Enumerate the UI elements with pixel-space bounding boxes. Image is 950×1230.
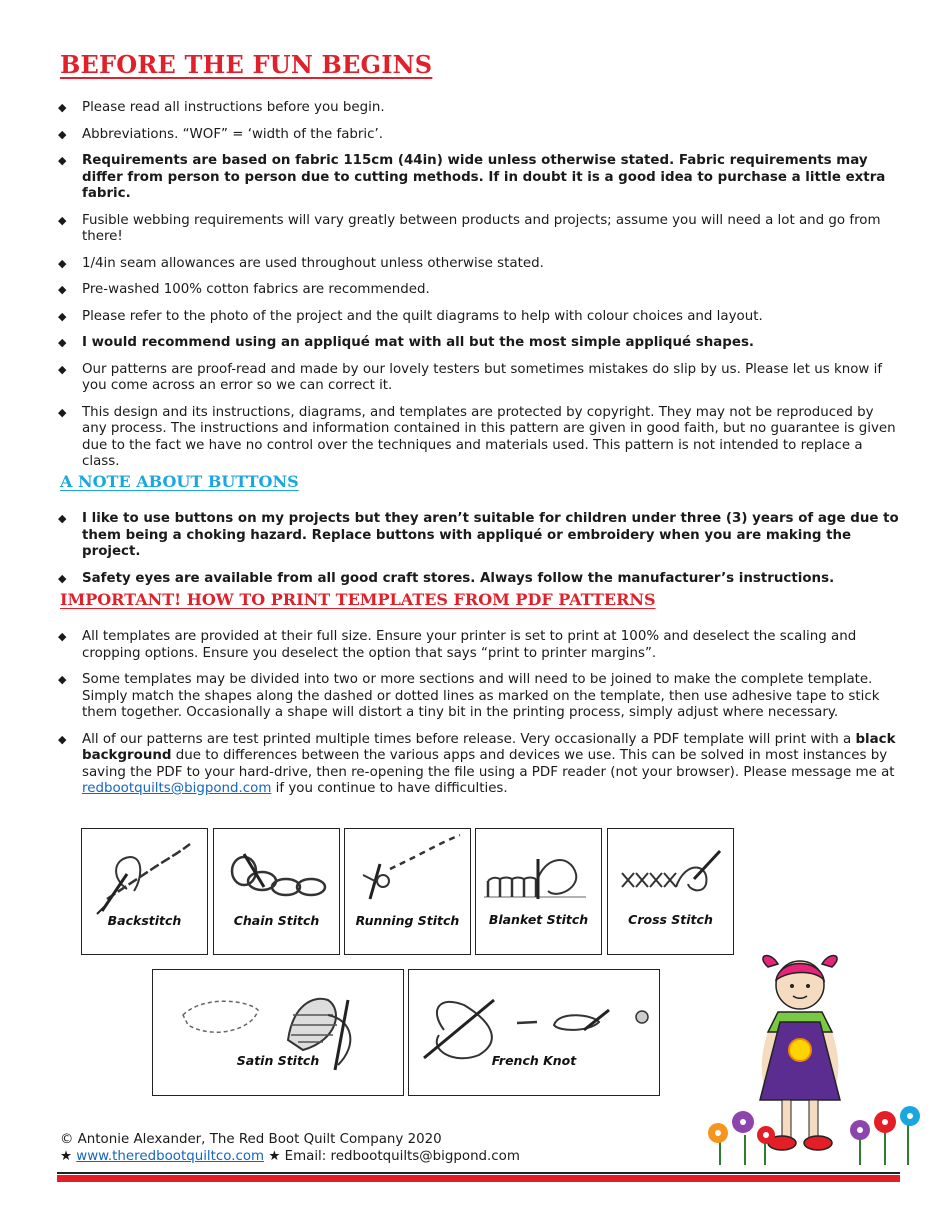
list-item: ◆ All of our patterns are test printed multiple times before release. Very occasionally a PDF template will print with a black background due to differences between the various apps and devices we use. This can be solved in most instances by saving the PDF to your hard-drive, then re-opening the file using a PDF reader (not your browser). Please message me at redbootquilts@bigpond.com if you continue to have difficulties.	[58, 731, 896, 796]
diamond-bullet-icon: ◆	[58, 309, 67, 323]
satin-stitch-diagram	[152, 969, 404, 1096]
list-item: ◆ I would recommend using an appliqué mat with all but the most simple appliqué shapes.	[58, 335, 755, 350]
list-item: ◆ Please read all instructions before you begin.	[58, 100, 385, 115]
buttons-note-heading: A NOTE ABOUT BUTTONS	[60, 472, 299, 491]
footer-divider-thin	[57, 1172, 900, 1174]
cross-stitch-diagram	[607, 828, 734, 955]
print-list	[58, 629, 900, 798]
stitch-label: Chain Stitch	[233, 913, 320, 928]
list-item: ◆ Pre-washed 100% cotton fabrics are recommended.	[58, 282, 430, 297]
email-contact: ★ Email: redbootquilts@bigpond.com	[268, 1149, 520, 1164]
cross-stitch-illustration	[608, 829, 735, 956]
list-item: ◆ Some templates may be divided into two or more sections and will need to be joined to make the complete template. Simply match the shapes along the dashed or dotted lines as marked on the template, then use adhesive tape to stick them together. Occasionally a shape will distort a tiny bit in the printing process, simply adjust where necessary.	[58, 672, 880, 720]
list-item: ◆ Fusible webbing requirements will vary greatly between products and projects; assume you will need a lot and go from there!	[58, 212, 881, 244]
diamond-bullet-icon: ◆	[58, 362, 67, 376]
page-title: BEFORE THE FUN BEGINS	[60, 50, 433, 79]
star-icon: ★	[60, 1149, 73, 1164]
french-knot-diagram	[408, 969, 660, 1096]
diamond-bullet-icon: ◆	[58, 405, 67, 419]
website-link[interactable]: www.theredbootquiltco.com	[76, 1149, 265, 1164]
list-item: ◆ Requirements are based on fabric 115cm (44in) wide unless otherwise stated. Fabric requirements may differ from person to person due to cutting methods. If in doubt it is a good idea to purchase a little extra fabric.	[58, 153, 886, 201]
diamond-bullet-icon: ◆	[58, 630, 67, 643]
copyright: © Antonie Alexander, The Red Boot Quilt Company 2020	[60, 1132, 442, 1147]
french-knot-illustration	[409, 970, 661, 1097]
email-link[interactable]: redbootquilts@bigpond.com	[82, 781, 272, 796]
list-item: ◆ Please refer to the photo of the project and the quilt diagrams to help with colour choices and layout.	[58, 308, 763, 324]
list-item: ◆ 1/4in seam allowances are used throughout unless otherwise stated.	[58, 255, 544, 271]
stitch-label: Blanket Stitch	[488, 912, 589, 927]
print-templates-heading: IMPORTANT! HOW TO PRINT TEMPLATES FROM PDF PATTERNS	[60, 590, 656, 609]
instructions-list	[58, 100, 900, 471]
contact-line	[60, 1148, 520, 1165]
running-stitch-diagram	[344, 828, 471, 955]
stitch-label: Running Stitch	[355, 913, 460, 928]
chain-stitch-illustration	[214, 829, 341, 956]
blanket-stitch-diagram	[475, 828, 602, 955]
list-item: ◆ Safety eyes are available from all good craft stores. Always follow the manufacturer’s instructions.	[58, 570, 835, 586]
buttons-list	[58, 511, 900, 587]
stitch-label: Satin Stitch	[236, 1053, 320, 1068]
blanket-stitch-illustration	[476, 829, 603, 956]
list-item: ◆ This design and its instructions, diagrams, and templates are protected by copyright. They may not be reproduced by any process. The instructions and information contained in this pattern are given in good faith, but no guarantee is given due to the fact we have no control over the techniques and materials used. This pattern is not intended to replace a class.	[58, 404, 896, 469]
diamond-bullet-icon: ◆	[58, 213, 67, 227]
running-stitch-illustration	[345, 829, 472, 956]
stitch-label: Cross Stitch	[628, 912, 713, 927]
footer	[60, 1131, 520, 1165]
diamond-bullet-icon: ◆	[58, 673, 67, 686]
stitch-label: Backstitch	[107, 913, 182, 928]
chain-stitch-diagram	[213, 828, 340, 955]
diamond-bullet-icon: ◆	[58, 512, 67, 525]
diamond-bullet-icon: ◆	[58, 283, 67, 296]
list-item: ◆ I like to use buttons on my projects but they aren’t suitable for children under three (3) years of age due to them being a choking hazard. Replace buttons with appliqué or embroidery when you are making the project.	[58, 511, 899, 559]
girl-with-flowers-illustration	[700, 950, 930, 1168]
diamond-bullet-icon: ◆	[58, 154, 67, 167]
list-item: ◆ Our patterns are proof-read and made by our lovely testers but sometimes mistakes do slip by us. Please let us know if you come across an error so we can correct it.	[58, 361, 883, 393]
diamond-bullet-icon: ◆	[58, 571, 67, 585]
list-item: ◆ All templates are provided at their full size. Ensure your printer is set to print at 100% and deselect the scaling and cropping options. Ensure you deselect the option that says “print to printer margins”.	[58, 629, 857, 661]
stitch-label: French Knot	[491, 1053, 577, 1068]
diamond-bullet-icon: ◆	[58, 256, 67, 270]
diamond-bullet-icon: ◆	[58, 732, 67, 746]
backstitch-diagram	[81, 828, 208, 955]
diamond-bullet-icon: ◆	[58, 101, 67, 114]
backstitch-illustration	[82, 829, 209, 956]
satin-stitch-illustration	[153, 970, 405, 1097]
diamond-bullet-icon: ◆	[58, 127, 67, 141]
list-item: ◆ Abbreviations. “WOF” = ‘width of the fabric’.	[58, 126, 384, 142]
diamond-bullet-icon: ◆	[58, 336, 67, 349]
footer-divider-red	[57, 1175, 900, 1182]
